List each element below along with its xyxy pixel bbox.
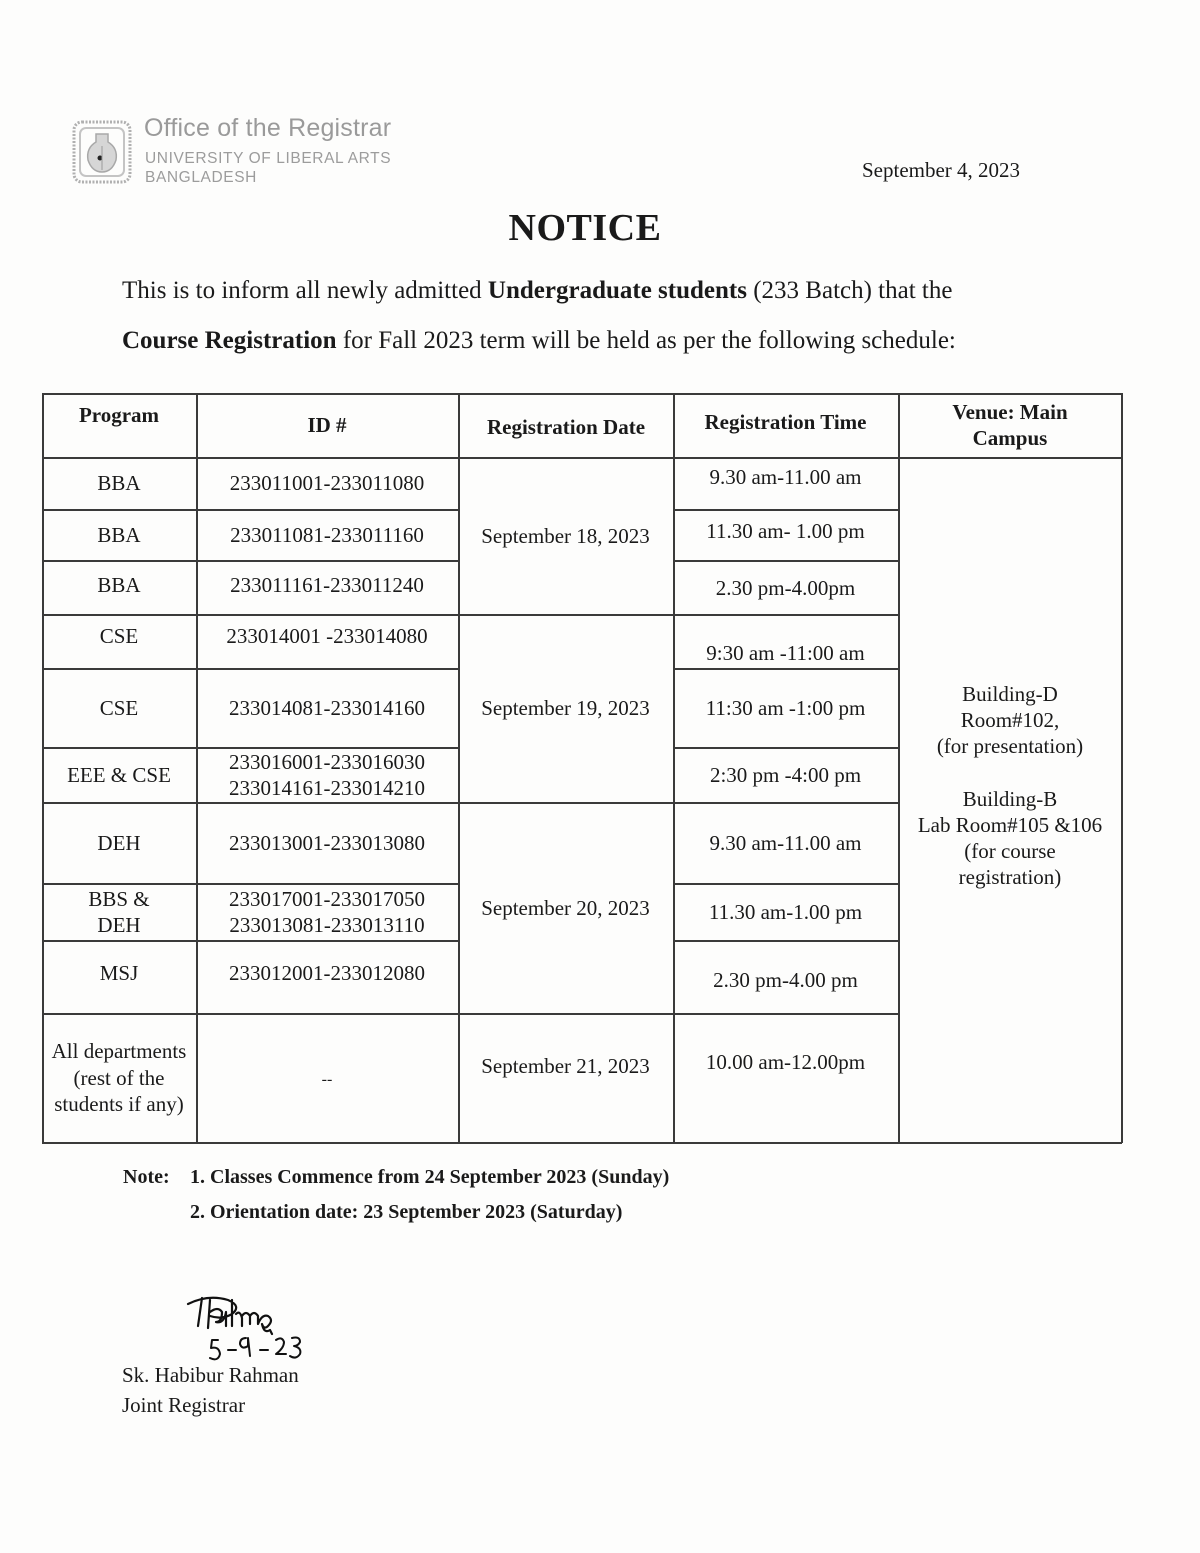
row-6-time: 2:30 pm -4:00 pm bbox=[709, 762, 862, 787]
intro-text: This is to inform all newly admitted bbox=[122, 277, 488, 304]
intro-bold-students: Undergraduate students bbox=[487, 277, 747, 304]
row-1-id: 233011001-233011080 bbox=[229, 471, 425, 495]
row-2-program: BBA bbox=[97, 522, 141, 547]
row-5-id: 233014081-233014160 bbox=[229, 695, 425, 720]
row-2-time: 11.30 am- 1.00 pm bbox=[706, 519, 865, 543]
row-3-time: 2.30 pm-4.00pm bbox=[715, 576, 856, 600]
note-classes-commence: 1. Classes Commence from 24 September 2023 (Sunday) bbox=[190, 1166, 670, 1188]
intro-line-1 bbox=[122, 277, 952, 305]
row-3-id: 233011161-233011240 bbox=[230, 573, 424, 597]
venue-building-b: Building-B bbox=[962, 787, 1058, 811]
note-orientation-date: 2. Orientation date: 23 September 2023 (Saturday) bbox=[190, 1201, 623, 1223]
intro-bold-registration: Course Registration bbox=[122, 327, 337, 354]
row-8-id-line-1: 233017001-233017050 bbox=[229, 886, 425, 911]
row-8-id bbox=[196, 883, 458, 940]
row-9-time: 2.30 pm-4.00 pm bbox=[713, 968, 858, 992]
row-10-program: All departments (rest of the students if any) bbox=[51, 1039, 187, 1117]
row-7-id: 233013001-233013080 bbox=[229, 830, 425, 855]
notes-label: Note: bbox=[123, 1166, 170, 1188]
university-country: BANGLADESH bbox=[145, 169, 257, 186]
venue-cell bbox=[898, 681, 1122, 901]
signatory-role: Joint Registrar bbox=[122, 1393, 246, 1417]
header-venue: Venue: Main Campus bbox=[952, 400, 1068, 450]
venue-presentation-note: (for presentation) bbox=[936, 734, 1084, 758]
row-4-program: CSE bbox=[99, 624, 139, 648]
row-8-program-line-2: DEH bbox=[97, 912, 141, 937]
row-10-id: -- bbox=[321, 1071, 333, 1088]
row-8-program-line-1: BBS & bbox=[88, 886, 150, 911]
row-1-program: BBA bbox=[97, 471, 141, 495]
date-sept-21: September 21, 2023 bbox=[481, 1054, 650, 1078]
date-sept-19: September 19, 2023 bbox=[481, 696, 650, 720]
university-seal-icon bbox=[70, 118, 134, 186]
row-9-program: MSJ bbox=[99, 961, 139, 985]
row-7-program: DEH bbox=[97, 830, 141, 855]
row-8-time: 11.30 am-1.00 pm bbox=[708, 899, 863, 924]
row-6-program: EEE & CSE bbox=[67, 762, 171, 787]
row-2-id: 233011081-233011160 bbox=[230, 522, 424, 547]
row-5-time: 11:30 am -1:00 pm bbox=[705, 695, 866, 720]
intro-text: (233 Batch) that the bbox=[746, 277, 953, 304]
venue-course-note-2: registration) bbox=[958, 865, 1062, 889]
row-3-program: BBA bbox=[97, 573, 141, 597]
venue-room-102: Room#102, bbox=[960, 708, 1060, 732]
office-title: Office of the Registrar bbox=[144, 114, 392, 142]
row-6-id-line-2: 233014161-233014210 bbox=[229, 775, 425, 800]
row-9-id: 233012001-233012080 bbox=[229, 961, 425, 985]
schedule-table bbox=[42, 393, 1122, 1143]
notice-title: NOTICE bbox=[508, 207, 662, 249]
row-6-id-line-1: 233016001-233016030 bbox=[229, 749, 425, 774]
header-time: Registration Time bbox=[704, 410, 867, 434]
handwritten-signature bbox=[180, 1290, 350, 1370]
row-8-program bbox=[42, 883, 196, 940]
row-5-program: CSE bbox=[99, 695, 139, 720]
header-id: ID # bbox=[307, 413, 347, 437]
notice-date: September 4, 2023 bbox=[862, 158, 1021, 182]
date-sept-18: September 18, 2023 bbox=[481, 523, 650, 548]
row-6-id bbox=[196, 747, 458, 802]
row-8-id-line-2: 233013081-233013110 bbox=[229, 912, 425, 937]
date-sept-20: September 20, 2023 bbox=[481, 895, 650, 920]
row-1-time: 9.30 am-11.00 am bbox=[709, 465, 862, 489]
row-7-time: 9.30 am-11.00 am bbox=[709, 830, 862, 855]
row-4-id: 233014001 -233014080 bbox=[226, 624, 428, 648]
row-4-time: 9:30 am -11:00 am bbox=[706, 641, 865, 665]
venue-course-note-1: (for course bbox=[964, 839, 1056, 863]
university-name: UNIVERSITY OF LIBERAL ARTS bbox=[145, 150, 392, 167]
venue-lab-rooms: Lab Room#105 &106 bbox=[917, 813, 1103, 837]
venue-building-d: Building-D bbox=[962, 682, 1058, 706]
intro-text: for Fall 2023 term will be held as per the following schedule: bbox=[336, 327, 956, 354]
row-10-time: 10.00 am-12.00pm bbox=[705, 1050, 866, 1074]
header-date: Registration Date bbox=[486, 415, 646, 439]
intro-line-2 bbox=[122, 327, 956, 355]
header-program: Program bbox=[78, 403, 160, 427]
signatory-name: Sk. Habibur Rahman bbox=[122, 1363, 299, 1387]
